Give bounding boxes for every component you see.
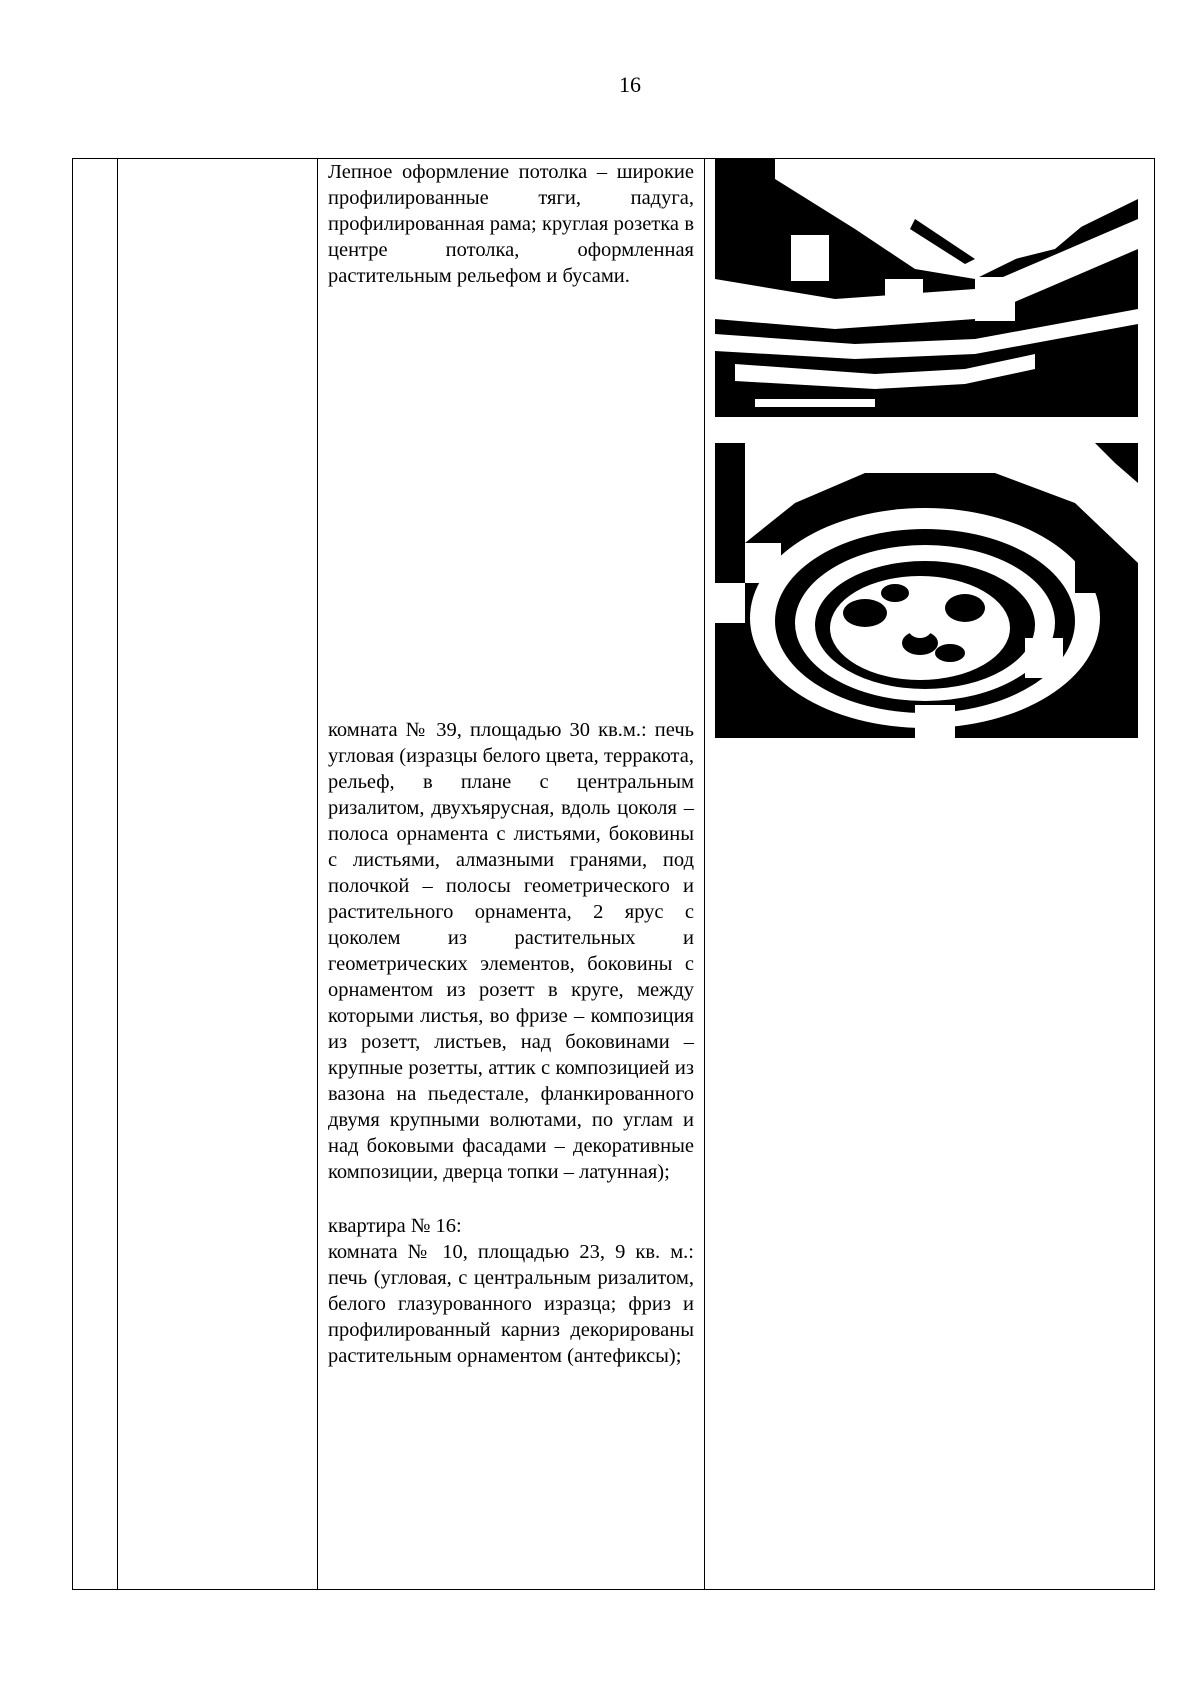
cell-name <box>118 159 318 1590</box>
cell-description <box>318 159 705 1590</box>
apartment-16-heading: квартира № 16: <box>328 1215 462 1237</box>
ceiling-cornice-photo <box>715 159 1138 417</box>
cell-number <box>73 159 118 1590</box>
page-number: 16 <box>619 72 641 97</box>
cell-photos <box>705 159 1155 1590</box>
room-10-description: комната № 10, площадью 23, 9 кв. м.: печь (угловая, с центральным ризалитом, белого глазурованного изразца; фриз и профилированный карниз декорированы растительным орнаментом (антефиксы); <box>328 1241 694 1367</box>
room-39-description: комната № 39, площадью 30 кв.м.: печь угловая (изразцы белого цвета, терракота, рельеф, в плане с центральным ризалитом, двухъярусная, вдоль цоколя – полоса орнамента с листьями, боковины с листьями, алмазными гранями, под полочкой – полосы геометрического и растительного орнамента, 2 ярус с цоколем из растительных и геометрических элементов, боковины с орнаментом из розетт в круге, между которыми листья, во фризе – композиция из розетт, листьев, над боковинами – крупные розетты, аттик с композицией из вазона на пьедестале, фланкированного двумя крупными волютами, по углам и над боковыми фасадами – декоративные композиции, дверца топки – латунная); <box>328 719 694 1183</box>
ceiling-description: Лепное оформление потолка – широкие профилированные тяги, падуга, профилированная рама; круглая розетка в центре потолка, оформленная растительным рельефом и бусами. <box>328 161 694 287</box>
table-row <box>73 159 1155 1590</box>
monument-table <box>72 158 1155 1590</box>
ceiling-rosette-photo <box>715 443 1138 738</box>
